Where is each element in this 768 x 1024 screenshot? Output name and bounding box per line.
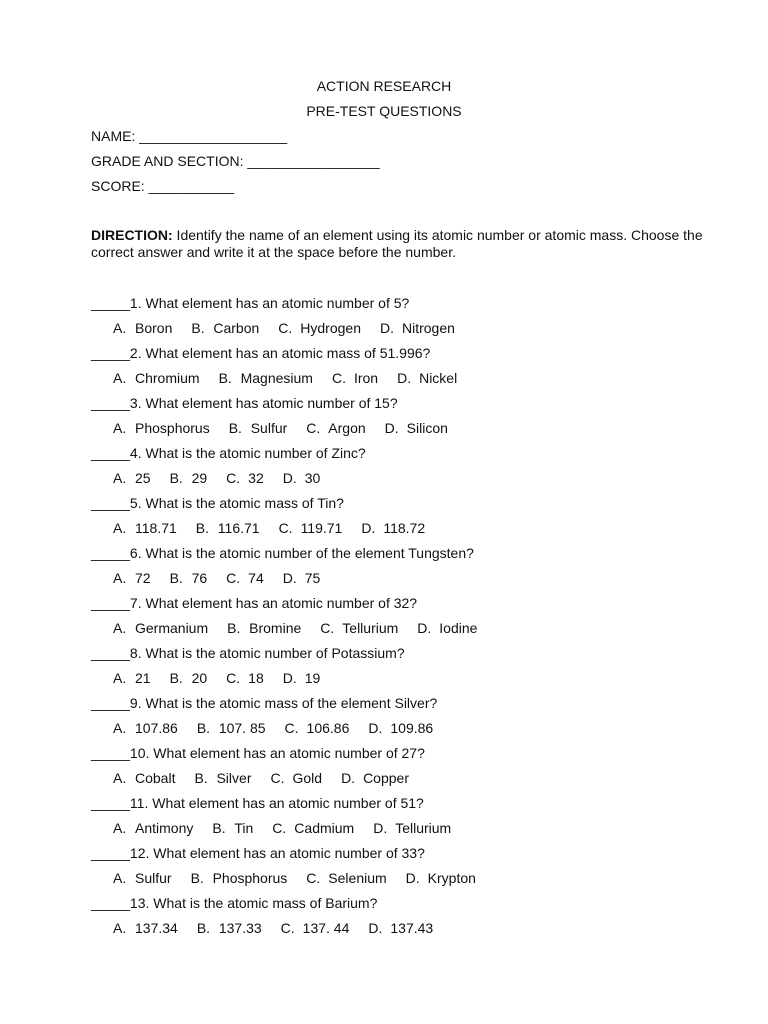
option-text: Argon	[328, 420, 366, 436]
answer-option	[373, 816, 451, 841]
option-text: 106.86	[306, 720, 350, 736]
option-letter: C.	[284, 720, 299, 736]
answer-option	[212, 816, 253, 841]
option-letter: A.	[113, 720, 127, 736]
option-letter: D.	[405, 870, 420, 886]
direction-paragraph	[91, 227, 731, 261]
option-text: 109.86	[390, 720, 434, 736]
question-4: _____4. What is the atomic number of Zinc?	[91, 445, 366, 461]
answer-option	[219, 366, 313, 391]
option-letter: B.	[194, 770, 208, 786]
question-list	[91, 291, 731, 941]
answer-option	[113, 316, 172, 341]
option-text: Tellurium	[342, 620, 399, 636]
option-letter: A.	[113, 870, 127, 886]
answer-option	[170, 666, 208, 691]
option-text: 21	[135, 670, 151, 686]
option-text: Hydrogen	[300, 320, 361, 336]
option-text: Silver	[216, 770, 252, 786]
option-text: Nickel	[419, 370, 458, 386]
option-letter: D.	[282, 670, 297, 686]
question-13: _____13. What is the atomic mass of Barium?	[91, 895, 378, 911]
answer-option	[196, 516, 260, 541]
answer-option	[197, 716, 266, 741]
option-letter: A.	[113, 520, 127, 536]
question-7-options	[91, 616, 731, 641]
option-text: Boron	[135, 320, 173, 336]
question-11-options	[91, 816, 731, 841]
option-letter: B.	[195, 520, 210, 536]
question-6: _____6. What is the atomic number of the element Tungsten?	[91, 545, 474, 561]
option-text: 75	[304, 570, 321, 586]
answer-option	[226, 666, 264, 691]
option-text: 137.33	[218, 920, 262, 936]
name-field: NAME: ___________________	[91, 128, 288, 144]
option-text: Phosphorus	[212, 870, 288, 886]
option-text: 18	[248, 670, 264, 686]
answer-option	[397, 366, 457, 391]
option-text: Silicon	[406, 420, 448, 436]
question-1: _____1. What element has an atomic number of 5?	[91, 295, 410, 311]
option-text: 30	[304, 470, 321, 486]
answer-option	[113, 616, 208, 641]
option-text: 137.34	[135, 920, 178, 936]
option-text: Antimony	[135, 820, 194, 836]
answer-option	[229, 416, 288, 441]
answer-option	[417, 616, 477, 641]
option-text: Carbon	[213, 320, 260, 336]
option-letter: D.	[384, 420, 399, 436]
option-letter: D.	[282, 570, 297, 586]
question-11: _____11. What element has an atomic number of 51?	[91, 795, 424, 811]
answer-option	[320, 616, 398, 641]
option-letter: A.	[113, 420, 127, 436]
option-letter: D.	[373, 820, 388, 836]
option-text: 74	[248, 570, 264, 586]
option-text: Bromine	[249, 620, 302, 636]
answer-option	[306, 416, 365, 441]
option-letter: D.	[361, 520, 376, 536]
question-2: _____2. What element has an atomic mass of 51.996?	[91, 345, 431, 361]
option-text: Iodine	[439, 620, 478, 636]
answer-option	[113, 766, 175, 791]
option-letter: A.	[113, 820, 127, 836]
question-12-options	[91, 866, 731, 891]
answer-option	[285, 716, 350, 741]
answer-option	[385, 416, 448, 441]
question-12: _____12. What element has an atomic number of 33?	[91, 845, 425, 861]
option-letter: C.	[306, 870, 321, 886]
option-letter: A.	[113, 670, 127, 686]
option-letter: B.	[196, 920, 211, 936]
option-letter: B.	[218, 370, 232, 386]
question-9-options	[91, 716, 731, 741]
direction-label: DIRECTION:	[91, 227, 173, 243]
answer-option	[226, 466, 264, 491]
option-letter: B.	[169, 670, 183, 686]
answer-option	[278, 316, 361, 341]
option-letter: A.	[113, 570, 127, 586]
answer-option	[283, 566, 321, 591]
option-letter: A.	[113, 920, 127, 936]
answer-option	[113, 466, 151, 491]
option-text: Copper	[363, 770, 409, 786]
question-2-options	[91, 366, 731, 391]
answer-option	[226, 566, 264, 591]
option-letter: A.	[113, 320, 127, 336]
answer-option	[113, 666, 151, 691]
option-letter: C.	[280, 920, 295, 936]
answer-option	[113, 866, 172, 891]
option-letter: C.	[270, 770, 285, 786]
answer-option	[113, 566, 151, 591]
option-letter: A.	[113, 770, 127, 786]
question-3-options	[91, 416, 731, 441]
answer-option	[113, 816, 193, 841]
answer-option	[270, 766, 322, 791]
option-text: Cobalt	[135, 770, 176, 786]
answer-option	[113, 916, 178, 941]
question-4-options	[91, 466, 731, 491]
option-letter: D.	[368, 720, 383, 736]
option-text: 116.71	[217, 520, 260, 536]
option-text: Sulfur	[250, 420, 288, 436]
option-letter: C.	[320, 620, 335, 636]
option-text: 107. 85	[218, 720, 266, 736]
score-field: SCORE: ___________	[91, 178, 235, 194]
option-letter: B.	[212, 820, 226, 836]
option-text: 19	[304, 670, 321, 686]
answer-option	[406, 866, 476, 891]
option-letter: C.	[226, 470, 241, 486]
option-letter: B.	[169, 570, 183, 586]
answer-option	[279, 516, 343, 541]
answer-option	[368, 916, 433, 941]
direction-text: Identify the name of an element using its atomic number or atomic mass. Choose the correct answer and write it at the space before the number.	[91, 227, 703, 260]
option-text: 20	[191, 670, 208, 686]
option-text: Sulfur	[135, 870, 172, 886]
option-letter: B.	[227, 620, 241, 636]
option-letter: B.	[190, 870, 204, 886]
answer-option	[368, 716, 433, 741]
option-text: 137.43	[390, 920, 434, 936]
option-text: Krypton	[427, 870, 476, 886]
option-text: 76	[191, 570, 208, 586]
answer-option	[113, 416, 210, 441]
option-letter: A.	[113, 620, 127, 636]
question-6-options	[91, 566, 731, 591]
question-8: _____8. What is the atomic number of Potassium?	[91, 645, 405, 661]
question-3: _____3. What element has atomic number of 15?	[91, 395, 398, 411]
answer-option	[227, 616, 301, 641]
answer-option	[283, 466, 321, 491]
answer-option	[281, 916, 350, 941]
option-text: Tellurium	[395, 820, 452, 836]
answer-option	[194, 766, 251, 791]
option-letter: A.	[113, 370, 127, 386]
option-text: 118.72	[383, 520, 426, 536]
option-text: Gold	[292, 770, 323, 786]
option-letter: D.	[282, 470, 297, 486]
option-text: Phosphorus	[135, 420, 210, 436]
answer-option	[170, 566, 208, 591]
question-5: _____5. What is the atomic mass of Tin?	[91, 495, 344, 511]
answer-option	[272, 816, 354, 841]
question-5-options	[91, 516, 731, 541]
answer-option	[191, 316, 259, 341]
option-text: 32	[248, 470, 264, 486]
option-text: 137. 44	[302, 920, 350, 936]
answer-option	[332, 366, 378, 391]
option-letter: D.	[379, 320, 394, 336]
option-text: Germanium	[135, 620, 209, 636]
answer-option	[113, 366, 200, 391]
question-13-options	[91, 916, 731, 941]
option-letter: D.	[368, 920, 383, 936]
question-1-options	[91, 316, 731, 341]
answer-option	[361, 516, 425, 541]
document-subtitle: PRE-TEST QUESTIONS	[306, 103, 462, 119]
answer-option	[341, 766, 409, 791]
question-9: _____9. What is the atomic mass of the element Silver?	[91, 695, 438, 711]
option-text: Selenium	[328, 870, 387, 886]
answer-option	[306, 866, 386, 891]
question-10-options	[91, 766, 731, 791]
option-letter: A.	[113, 470, 127, 486]
option-letter: C.	[306, 420, 321, 436]
option-letter: B.	[191, 320, 205, 336]
answer-option	[191, 866, 288, 891]
option-text: Chromium	[135, 370, 200, 386]
option-text: Iron	[353, 370, 379, 386]
option-text: 29	[191, 470, 208, 486]
grade-section-field: GRADE AND SECTION: _________________	[91, 153, 380, 169]
option-letter: C.	[278, 520, 293, 536]
answer-option	[380, 316, 455, 341]
option-text: 72	[135, 570, 151, 586]
answer-option	[113, 516, 177, 541]
option-letter: B.	[169, 470, 183, 486]
answer-option	[170, 466, 208, 491]
option-text: 25	[135, 470, 151, 486]
option-text: 107.86	[135, 720, 178, 736]
answer-option	[283, 666, 321, 691]
option-text: Nitrogen	[401, 320, 455, 336]
option-letter: D.	[341, 770, 356, 786]
question-8-options	[91, 666, 731, 691]
answer-option	[113, 716, 178, 741]
option-letter: C.	[278, 320, 293, 336]
option-letter: C.	[331, 370, 346, 386]
option-letter: B.	[196, 720, 211, 736]
option-letter: D.	[397, 370, 412, 386]
option-text: 118.71	[135, 520, 177, 536]
option-letter: B.	[228, 420, 242, 436]
question-7: _____7. What element has an atomic number of 32?	[91, 595, 418, 611]
option-letter: C.	[226, 670, 241, 686]
document-title: ACTION RESEARCH	[316, 78, 452, 94]
option-text: 119.71	[300, 520, 343, 536]
question-10: _____10. What element has an atomic number of 27?	[91, 745, 425, 761]
answer-option	[197, 916, 262, 941]
option-letter: C.	[226, 570, 241, 586]
option-letter: C.	[272, 820, 287, 836]
option-text: Magnesium	[240, 370, 313, 386]
option-text: Tin	[234, 820, 254, 836]
option-letter: D.	[417, 620, 432, 636]
option-text: Cadmium	[294, 820, 355, 836]
